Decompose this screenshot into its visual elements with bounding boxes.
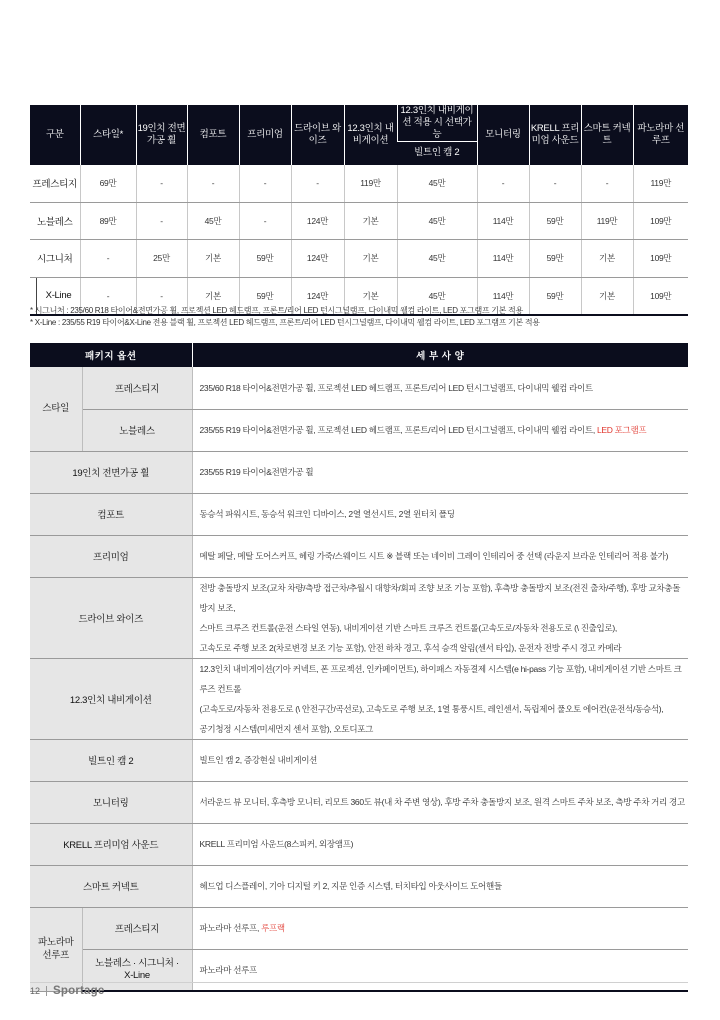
price-cell: 기본	[581, 240, 633, 278]
price-cell: 109만	[633, 240, 688, 278]
header-panorama: 파노라마 선루프	[633, 105, 688, 165]
package-wheel19-label: 19인치 전면가공 휠	[30, 451, 192, 493]
package-detail-table	[30, 343, 688, 992]
package-navi-detail	[192, 658, 688, 739]
table-row	[30, 535, 688, 577]
table-row	[30, 865, 688, 907]
header-navi-option-group: 12.3인치 내비게이션 적용 시 선택가능	[397, 105, 477, 142]
header-monitoring: 모니터링	[477, 105, 529, 165]
price-cell: 기본	[344, 240, 397, 278]
price-cell: 기본	[344, 202, 397, 240]
header-trim: 구분	[30, 105, 80, 165]
price-cell: -	[136, 165, 187, 203]
trim-label: 시그니처	[30, 240, 80, 278]
price-cell: 45만	[397, 240, 477, 278]
header-style: 스타일*	[80, 105, 136, 165]
label-line: 선루프	[42, 950, 70, 961]
price-cell: 124만	[291, 240, 344, 278]
detail-line: 스마트 크루즈 컨트롤(운전 스타일 연동), 내비게이션 기반 스마트 크루즈 컨트롤(고속도로/자동차 전용도로 (\ 진출입로),	[199, 622, 617, 633]
header-premium: 프리미엄	[239, 105, 291, 165]
package-drivewise-label: 드라이브 와이즈	[30, 577, 192, 658]
highlight-text: 루프랙	[261, 923, 285, 933]
price-cell: 89만	[80, 202, 136, 240]
header-package-option: 패키지 옵션	[30, 343, 192, 367]
table-row	[30, 451, 688, 493]
price-cell: 기본	[187, 240, 239, 278]
price-cell: 45만	[397, 165, 477, 203]
price-cell: -	[239, 165, 291, 203]
label-line: X-Line	[124, 969, 150, 981]
package-drivewise-detail	[192, 577, 688, 658]
price-cell: -	[80, 240, 136, 278]
header-builtin-cam: 빌트인 캠 2	[397, 142, 477, 165]
detail-line: 공기청정 시스템(미세먼지 센서 포함), 오토디포그	[199, 723, 374, 734]
price-cell: -	[529, 165, 581, 203]
detail-line: 전방 충돌방지 보조(교차 차량/측방 접근차/추월시 대향차/회피 조향 보조 기능 포함), 후측방 충돌방지 보조(전진 출차/주행), 후방 교차충돌 방지 보조,	[199, 582, 681, 613]
price-cell: 124만	[291, 202, 344, 240]
price-cell: 69만	[80, 165, 136, 203]
detail-text: 235/55 R19 타이어&전면가공 휠, 프로젝션 LED 헤드램프, 프론트/리어 LED 턴시그널램프, 다이내믹 웰컴 라이트,	[199, 425, 597, 435]
footnote-xline: * X-Line : 235/55 R19 타이어&X-Line 전용 블랙 휠, 프로젝션 LED 헤드램프, 프론트/리어 LED 턴시그널램프, 다이내믹 웰컴 라이트, LED 포그램프 기본 적용	[30, 318, 540, 327]
header-krell: KRELL 프리미엄 사운드	[529, 105, 581, 165]
table-row	[30, 202, 688, 240]
package-smart-connect-label: 스마트 커넥트	[30, 865, 192, 907]
price-cell: -	[581, 165, 633, 203]
package-panorama-prestige-detail	[192, 907, 688, 949]
footnote-signature: * 시그니처 : 235/60 R18 타이어&전면가공 휠, 프로젝션 LED 헤드램프, 프론트/리어 LED 턴시그널램프, 다이내믹 웰컴 라이트, LED 포그램프 기본 적용	[30, 306, 523, 315]
package-builtin-cam-label: 빌트인 캠 2	[30, 739, 192, 781]
price-cell: 114만	[477, 202, 529, 240]
price-cell: 109만	[633, 277, 688, 315]
package-style-noblesse-label: 노블레스	[82, 409, 192, 451]
table-row	[30, 658, 688, 739]
brand-name: Sportage	[53, 985, 105, 997]
table-row	[30, 240, 688, 278]
package-style-noblesse-detail	[192, 409, 688, 451]
price-cell: -	[136, 277, 187, 315]
table-row	[30, 577, 688, 658]
price-cell: 119만	[581, 202, 633, 240]
price-cell: -	[187, 165, 239, 203]
package-panorama-label	[30, 907, 82, 991]
header-drive-wise: 드라이브 와이즈	[291, 105, 344, 165]
package-style-prestige-label: 프레스티지	[82, 367, 192, 409]
table-row	[30, 823, 688, 865]
price-cell: -	[239, 202, 291, 240]
label-line: 파노라마	[37, 937, 74, 948]
price-cell: 59만	[529, 240, 581, 278]
price-cell: 기본	[581, 277, 633, 315]
package-krell-label: KRELL 프리미엄 사운드	[30, 823, 192, 865]
header-smart-connect: 스마트 커넥트	[581, 105, 633, 165]
trim-label: X-Line	[36, 278, 80, 314]
price-cell: 25만	[136, 240, 187, 278]
price-cell: -	[477, 165, 529, 203]
package-style-prestige-detail: 235/60 R18 타이어&전면가공 휠, 프로젝션 LED 헤드램프, 프론트/리어 LED 턴시그널램프, 다이내믹 웰컴 라이트	[192, 367, 688, 409]
label-line: 노블레스 · 시그니처 ·	[95, 957, 179, 969]
footer-divider	[30, 982, 688, 983]
price-cell: 109만	[633, 202, 688, 240]
header-navigation: 12.3인치 내비게이션	[344, 105, 397, 165]
trim-label: 노블레스	[30, 202, 80, 240]
table-row	[30, 409, 688, 451]
header-detail-spec: 세 부 사 양	[192, 343, 688, 367]
table-row	[30, 949, 688, 991]
package-builtin-cam-detail: 빌트인 캠 2, 증강현실 내비게이션	[192, 739, 688, 781]
price-cell: 59만	[529, 202, 581, 240]
price-cell: 45만	[187, 202, 239, 240]
price-cell: -	[80, 277, 136, 315]
package-comfort-detail: 동승석 파워시트, 동승석 워크인 디바이스, 2열 열선시트, 2열 윈터치 폴딩	[192, 493, 688, 535]
header-comfort: 컴포트	[187, 105, 239, 165]
page-number: 12	[30, 986, 47, 996]
price-cell: 59만	[529, 277, 581, 315]
price-cell: 기본	[344, 277, 397, 315]
package-premium-detail: 메탈 페달, 메탈 도어스커프, 헤링 가죽/스웨이드 시트 ※ 블랙 또는 네이비 그레이 인테리어 중 선택 (라운지 브라운 인테리어 적용 불가)	[192, 535, 688, 577]
package-premium-label: 프리미엄	[30, 535, 192, 577]
price-cell: 기본	[187, 277, 239, 315]
price-cell: 124만	[291, 277, 344, 315]
price-cell: 119만	[633, 165, 688, 203]
price-cell: 114만	[477, 240, 529, 278]
package-smart-connect-detail: 헤드업 디스플레이, 기아 디지털 키 2, 지문 인증 시스템, 터치타입 아웃사이드 도어핸들	[192, 865, 688, 907]
table-row	[30, 367, 688, 409]
package-wheel19-detail: 235/55 R19 타이어&전면가공 휠	[192, 451, 688, 493]
trim-label: 프레스티지	[30, 165, 80, 203]
package-monitoring-detail: 서라운드 뷰 모니터, 후측방 모니터, 리모트 360도 뷰(내 차 주변 영상), 후방 주차 충돌방지 보조, 원격 스마트 주차 보조, 측방 주차 거리 경고	[192, 781, 688, 823]
header-19-wheel: 19인치 전면가공 휠	[136, 105, 187, 165]
price-cell: 59만	[239, 240, 291, 278]
price-cell: 114만	[477, 277, 529, 315]
page-footer	[30, 985, 104, 997]
package-comfort-label: 컴포트	[30, 493, 192, 535]
option-price-table	[30, 105, 688, 316]
detail-text: 파노라마 선루프,	[199, 923, 262, 933]
table-row	[30, 739, 688, 781]
detail-line: (고속도로/자동차 전용도로 (\ 안전구간/곡선로), 고속도로 주행 보조, 1열 통풍시트, 레인센서, 독립제어 풀오토 에어컨(운전석/동승석),	[199, 703, 664, 714]
package-krell-detail: KRELL 프리미엄 사운드(8스피커, 외장앰프)	[192, 823, 688, 865]
table-row	[30, 165, 688, 203]
table-row	[30, 907, 688, 949]
price-cell: 45만	[397, 277, 477, 315]
price-cell: -	[136, 202, 187, 240]
table-row	[30, 781, 688, 823]
package-panorama-others-detail: 파노라마 선루프	[192, 949, 688, 991]
detail-line: 12.3인치 내비게이션(기아 커넥트, 폰 프로젝션, 인카페이먼트), 하이패스 자동결제 시스템(e hi-pass 기능 포함), 내비게이션 기반 스마트 크루즈 컨트롤	[199, 663, 682, 694]
highlight-text: LED 포그램프	[596, 425, 647, 435]
price-cell: -	[291, 165, 344, 203]
price-cell: 119만	[344, 165, 397, 203]
table-row	[30, 493, 688, 535]
package-panorama-prestige-label: 프레스티지	[82, 907, 192, 949]
detail-line: 고속도로 주행 보조 2(차로변경 보조 기능 포함), 안전 하차 경고, 후석 승객 알림(센서 타입), 운전자 전방 주시 경고 카메라	[199, 642, 622, 653]
price-cell: 59만	[239, 277, 291, 315]
footnotes	[30, 305, 690, 329]
package-navi-label: 12.3인치 내비게이션	[30, 658, 192, 739]
package-monitoring-label: 모니터링	[30, 781, 192, 823]
package-style-label: 스타일	[30, 367, 82, 451]
price-cell: 45만	[397, 202, 477, 240]
